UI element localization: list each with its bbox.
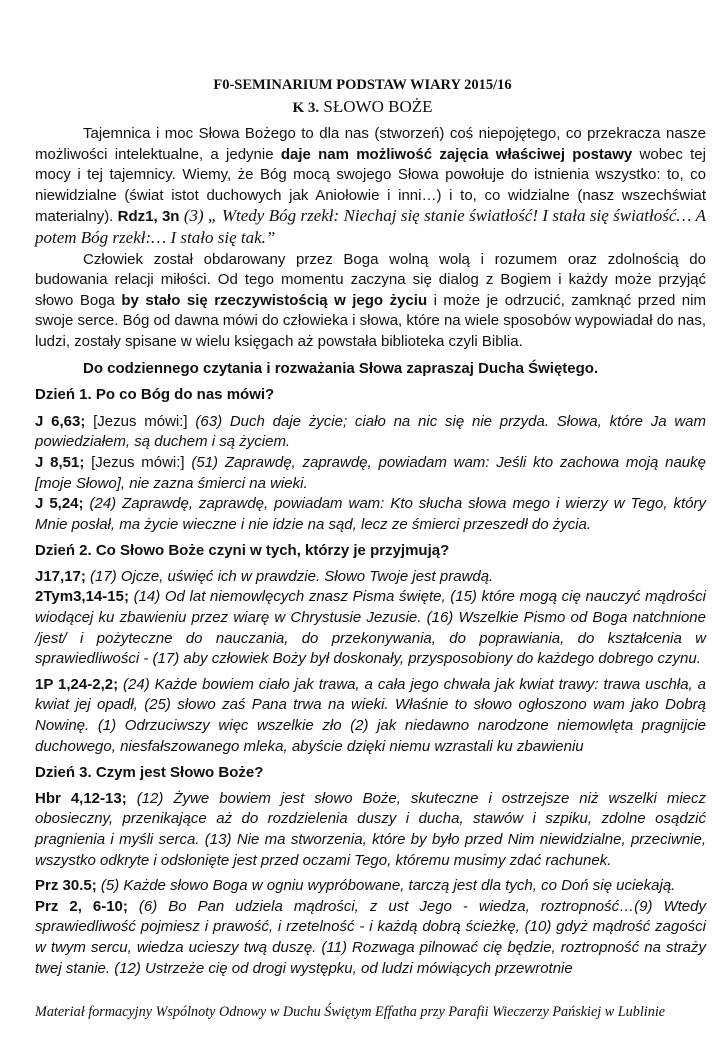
verse-1p-1-24 (35, 675, 706, 757)
verse-j-8-51 (35, 453, 706, 494)
verse-hbr-4-12 (35, 789, 706, 871)
body-text: [Jezus mówi:] (85, 412, 196, 430)
body-text: [Jezus mówi:] (84, 453, 192, 471)
footer-note: Materiał formacyjny Wspólnoty Odnowy w Duchu Świętym Effatha przy Parafii Wieczerzy Pańskiej w Lublinie (35, 1004, 666, 1021)
verse-prz-2-6 (35, 897, 706, 979)
day3-heading (35, 763, 706, 784)
bold-text: Dzień 2. Co Słowo Boże czyni w tych, którzy je przyjmują? (35, 542, 450, 560)
verse-j-5-24 (35, 494, 706, 535)
italic-quote: (12) Żywe bowiem jest słowo Boże, skuteczne i ostrzejsze niż wszelki miecz obosieczny, przenikające aż do rozdzielenia duszy i ducha, stawów i szpiku, zdolne osądzić pragnienia i myśli serca. (13) Nie ma stworzenia, które by było przed Nim niewidzialne, przeciwnie, wszystko odkryte i odsłonięte jest przed oczami Tego, któremu musimy zdać rachunek. (35, 789, 706, 869)
italic-quote: (51) Zaprawdę, zaprawdę, powiadam wam: Jeśli kto zachowa moją naukę [moje Słowo], nie zazna śmierci na wieki. (35, 453, 706, 492)
verse-prz-30-5 (35, 876, 706, 897)
italic-quote: (6) Bo Pan udziela mądrości, z ust Jego - wiedza, roztropność…(9) Wtedy sprawiedliwość pojmiesz i prawość, i rzetelność - i każdą dobrą ścieżkę, (10) gdyż mądrość zagości w twym sercu, wiedza ucieszy twą duszę. (11) Rozwaga pilnować cię będzie, roztropność na straży twej stanie. (12) Ustrzeże cię od drogi występku, od ludzi mówiących przewrotnie (35, 897, 706, 977)
body-text: wobec tej mocy i tej tajemnicy. Wiemy, że Bóg mocą swojego Słowa powołuje do istnienia wszystko: to, co niewidzialne (świat istot duchowych jak Aniołowie i inni…) i to, co widzialne (nasz wszechświat materialny). (35, 145, 706, 226)
bold-text: by stało się rzeczywistością w jego życiu (121, 291, 428, 309)
document-body (35, 124, 706, 979)
subtitle-text: SŁOWO BOŻE (319, 97, 433, 116)
bold-text: Rdz1, 3n (117, 208, 180, 226)
body-text: i może je odrzucić, zamknąć przed nim swoje serce. Bóg od dawna mówi do człowieka i słowa, które na wiele sposobów wypowiadał do nas, ludzi, zostały spisane w wielu księgach aż powstała biblioteka czyli Biblia. (35, 291, 706, 350)
bold-text: Prz 30.5; (35, 877, 97, 895)
body-text: Tajemnica i moc Słowa Bożego to dla nas (stworzeń) coś niepojętego, co przekracza nasze możliwości intelektualne, a jedynie (35, 125, 706, 163)
intro-paragraph (35, 124, 706, 250)
verse-2tym-3-14 (35, 587, 706, 669)
day1-heading (35, 385, 706, 406)
day2-heading (35, 541, 706, 562)
verse-j-6-63 (35, 412, 706, 453)
italic-quote: (63) Duch daje życie; ciało na nic się nie przyda. Słowa, które Ja wam powiedziałem, są duchem i są życiem. (35, 412, 706, 451)
document-subtitle (0, 96, 725, 117)
italic-quote: (17) Ojcze, uświęć ich w prawdzie. Słowo Twoje jest prawdą. (85, 567, 494, 585)
bold-text: 2Tym3,14-15; (35, 588, 129, 606)
body-text: Człowiek został obdarowany przez Boga wolną wolą i rozumem oraz zdolnością do budowania relacji miłości. Od tego momentu zaczyna się dialog z Bogiem i każdy może przyjąć słowo Boga (35, 250, 706, 309)
bold-text: Do codziennego czytania i rozważania Słowa zapraszaj Ducha Świętego. (83, 359, 599, 377)
italic-quote: (24) Zaprawdę, zaprawdę, powiadam wam: Kto słucha słowa mego i wierzy w Tego, który Mnie posłał, ma życie wieczne i nie idzie na sąd, lecz ze śmierci przeszedł do życia. (35, 495, 707, 533)
bold-text: J 5,24; (35, 495, 84, 513)
second-paragraph (35, 250, 706, 353)
bold-text: J17,17; (35, 567, 86, 585)
italic-quote: (14) Od lat niemowlęcych znasz Pisma święte, (15) które mogą cię nauczyć mądrości wiodącej ku zbawieniu przez wiarę w Chrystusie Jezusie. (16) Wszelkie Pismo od Boga natchnione /jest/ i pożyteczne do nauczania, do przekonywania, do poprawiania, do kształcenia w sprawiedliwości - (17) aby człowiek Boży był doskonały, przysposobiony do każdego dobrego czynu. (35, 588, 706, 668)
bold-text: Dzień 1. Po co Bóg do nas mówi? (35, 386, 275, 404)
bold-text: Hbr 4,12-13; (35, 789, 127, 807)
bold-text: J 8,51; (35, 453, 85, 471)
document-title: F0-SEMINARIUM PODSTAW WIARY 2015/16 (213, 77, 512, 93)
bold-text: daje nam możliwość zajęcia właściwej postawy (280, 145, 633, 163)
bold-text: Dzień 3. Czym jest Słowo Boże? (35, 764, 264, 782)
verse-j-17-17 (35, 567, 706, 588)
italic-quote: (5) Każde słowo Boga w ogniu wypróbowane, tarczą jest dla tych, co Doń się uciekają. (96, 877, 676, 895)
italic-quote: (24) Każde bowiem ciało jak trawa, a cała jego chwała jak kwiat trawy: trawa uschła, a kwiat jej opadł, (25) słowo zaś Pana trwa na wieki. Właśnie to słowo ogłoszono wam jako Dobrą Nowinę. (1) Odrzuciwszy więc wszelkie zło (2) jak niedawno narodzone niemowlęta pragnijcie duchowego, niesfałszowanego mleka, abyście dzięki niemu wzrastali ku zbawieniu (35, 675, 706, 755)
bold-text: 1P 1,24-2,2; (35, 675, 119, 693)
subtitle-prefix: K 3. (292, 100, 320, 116)
bold-text: Prz 2, 6-10; (35, 897, 128, 915)
italic-quote: (3) „ Wtedy Bóg rzekł: Niechaj się stanie światłość! I stała się światłość… A potem Bóg rzekł:… I stało się tak.” (35, 206, 706, 247)
bold-text: J 6,63; (35, 412, 86, 430)
invitation-heading (35, 359, 706, 380)
